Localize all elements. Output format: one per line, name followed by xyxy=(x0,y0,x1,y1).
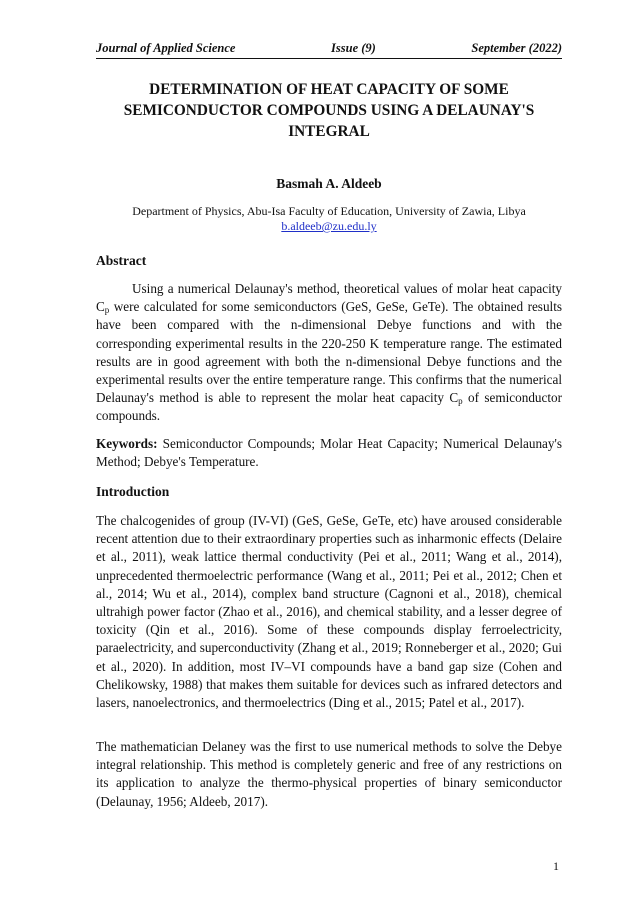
journal-name: Journal of Applied Science xyxy=(96,41,236,55)
introduction-paragraph-1: The chalcogenides of group (IV-VI) (GeS, GeSe, GeTe, etc) have aroused considerable recent attention due to their extraordinary properties such as inharmonic effects (Delaire et al., 2011), weak lattice thermal conductivity (Pei et al., 2011; Wang et al., 2014), unprecedented thermoelectric performance (Wang et al., 2011; Pei et al., 2012; Chen et al., 2014; Wu et al., 2014), complex band structure (Cagnoni et al., 2018), chemical ultrahigh power factor (Zhao et al., 2016), and chemical stability, and a lesser degree of toxicity (Qin et al., 2016). Some of these compounds display ferroelectricity, paraelectricity, and superconductivity (Zhang et al., 2019; Ronneberger et al., 2020; Gui et al., 2020). In addition, most IV–VI compounds have a band gap size (Cohen and Chelikowsky, 1988) that makes them suitable for devices such as infrared detectors and lasers, nanoelectronics, and thermoelectrics (Ding et al., 2015; Patel et al., 2017). xyxy=(96,513,562,711)
email-link[interactable]: b.aldeeb@zu.edu.ly xyxy=(281,219,377,233)
issue-number: Issue (9) xyxy=(331,41,376,55)
title-line-2: SEMICONDUCTOR COMPOUNDS USING A DELAUNAY'S xyxy=(123,102,535,119)
subscript-p: p xyxy=(104,305,110,316)
keywords xyxy=(96,435,562,471)
abstract-text-part: of semiconductor compounds. xyxy=(96,390,563,424)
subscript-p: p xyxy=(458,396,463,407)
introduction-heading: Introduction xyxy=(96,484,170,499)
issue-date: September (2022) xyxy=(471,41,562,55)
title-line-1: DETERMINATION OF HEAT CAPACITY OF SOME xyxy=(149,81,509,98)
affiliation: Department of Physics, Abu-Isa Faculty of Education, University of Zawia, Libya xyxy=(132,204,526,218)
abstract-text xyxy=(96,280,562,426)
introduction-paragraph-2: The mathematician Delaney was the first to use numerical methods to solve the Debye integral relationship. This method is completely generic and free of any restrictions on its application to analyze the thermo-physical properties of binary semiconductor (Delaunay, 1956; Aldeeb, 2017). xyxy=(96,739,562,809)
author-name: Basmah A. Aldeeb xyxy=(276,176,382,191)
abstract-text-part: were calculated for some semiconductors (GeS, GeSe, GeTe). The obtained results have been compared with the n-dimensional Debye functions and with the corresponding experimental results in the 220-250 K temperature range. The estimated results are in good agreement with both the n-dimensional Debye functions and the experimental results over the entire temperature range. This confirms that the numerical Delaunay's method is able to represent the molar heat capacity C xyxy=(96,299,562,406)
page-number: 1 xyxy=(553,859,559,873)
title-line-3: INTEGRAL xyxy=(288,123,370,140)
author-affiliation-block xyxy=(96,204,562,234)
keywords-label: Keywords: xyxy=(96,436,158,451)
abstract-text-part: Using a numerical Delaunay's method, theoretical values of molar heat capacity C xyxy=(96,281,562,315)
abstract-heading: Abstract xyxy=(96,253,147,268)
paper-title xyxy=(96,79,562,142)
running-header xyxy=(96,41,562,59)
keywords-text: Semiconductor Compounds; Molar Heat Capacity; Numerical Delaunay's Method; Debye's Temperature. xyxy=(96,436,562,470)
